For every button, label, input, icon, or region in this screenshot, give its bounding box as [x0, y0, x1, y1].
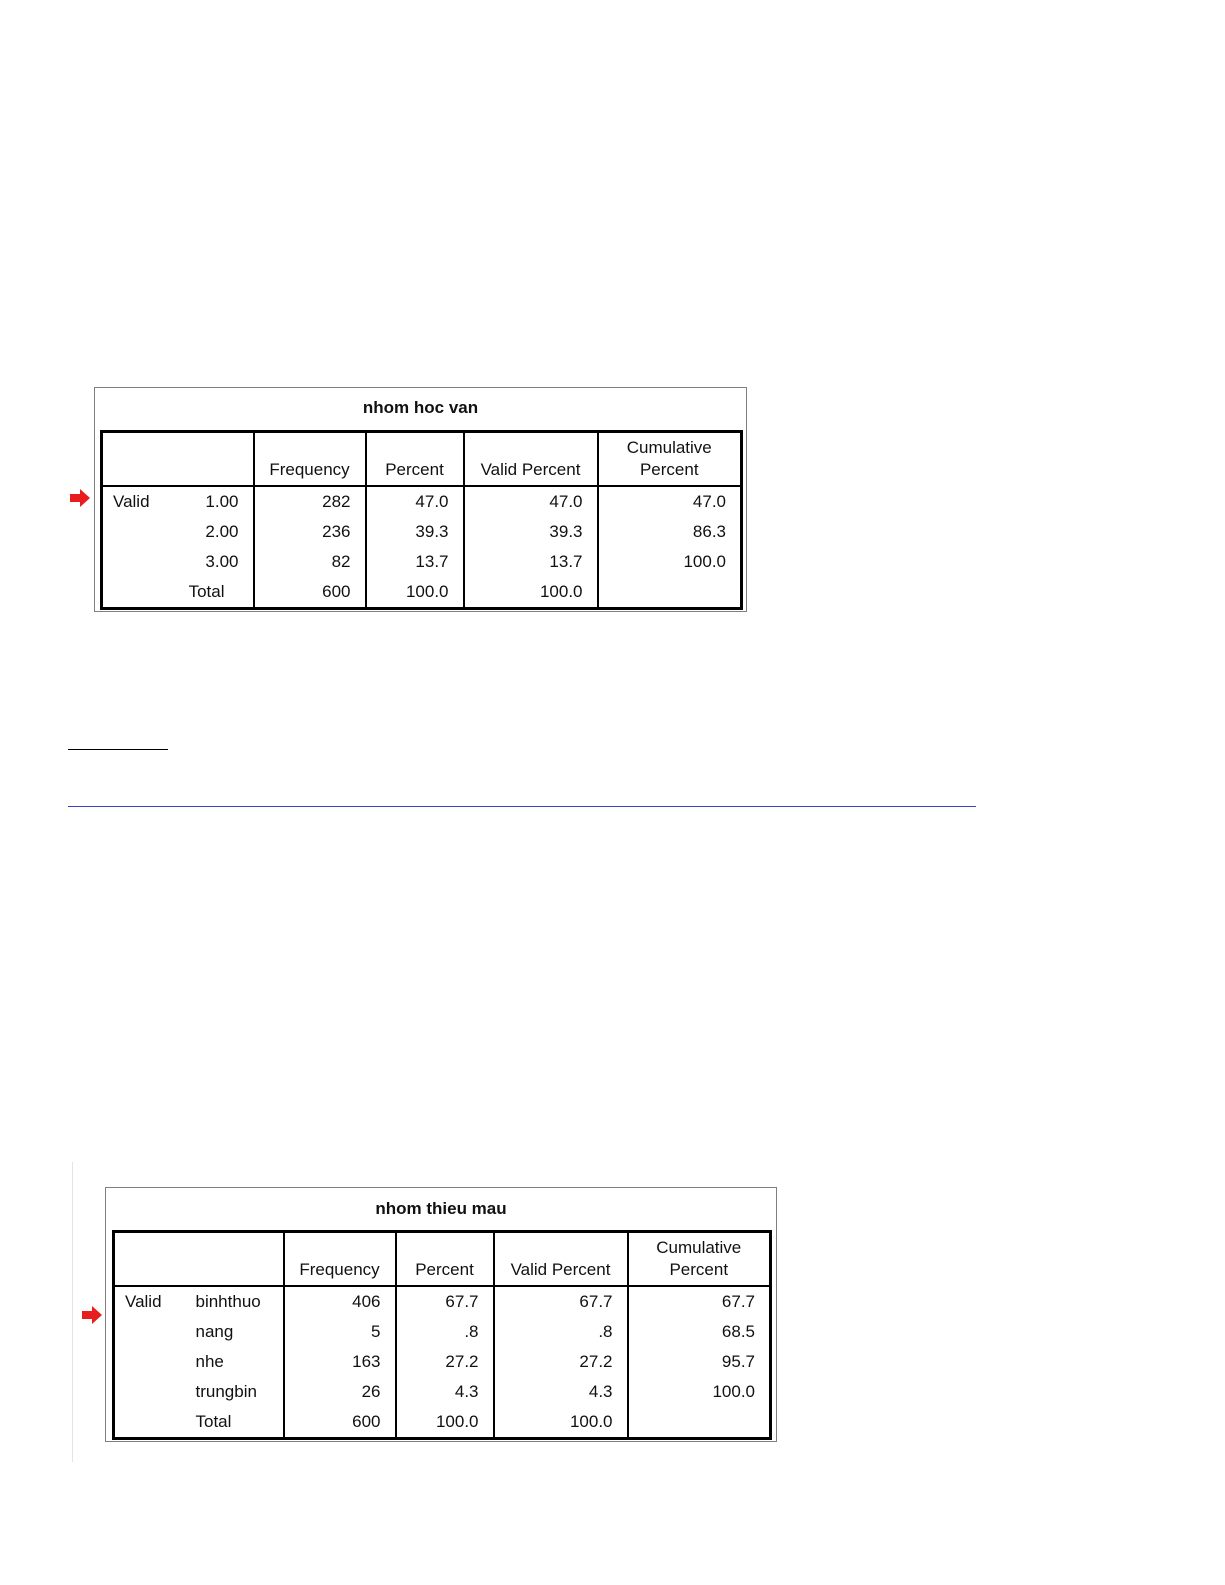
cell-valid-percent: 47.0 [464, 486, 598, 517]
table-row-total [114, 1407, 771, 1439]
cell-cumulative: 67.7 [628, 1286, 771, 1317]
table-row [102, 517, 742, 547]
row-group-label [114, 1347, 196, 1377]
cell-cumulative: 68.5 [628, 1317, 771, 1347]
header-row [102, 432, 742, 487]
red-arrow-icon [81, 1305, 103, 1325]
cell-valid-percent: 27.2 [494, 1347, 628, 1377]
frequency-table-hoc-van [100, 430, 743, 610]
cell-percent: 100.0 [396, 1407, 494, 1439]
table-row-total [102, 577, 742, 609]
header-row [114, 1232, 771, 1287]
header-cumulative-percent: Cumulative Percent [628, 1232, 771, 1287]
link-underline [68, 806, 976, 807]
header-cumulative-percent: Cumulative Percent [598, 432, 742, 487]
red-arrow-icon [69, 488, 91, 508]
row-label: nang [195, 1322, 234, 1341]
row-label: binhthuo [195, 1292, 261, 1311]
cell-valid-percent: 13.7 [464, 547, 598, 577]
cell-percent: 39.3 [366, 517, 464, 547]
cell-cumulative: 95.7 [628, 1347, 771, 1377]
row-label: Total [195, 1412, 232, 1431]
header-frequency: Frequency [284, 1232, 396, 1287]
row-group-label [102, 577, 184, 609]
row-label: 1.00 [205, 492, 239, 511]
side-rule [72, 1162, 73, 1462]
table-row [114, 1317, 771, 1347]
header-percent: Percent [366, 432, 464, 487]
row-label: 2.00 [205, 522, 239, 541]
cell-cumulative: 100.0 [628, 1377, 771, 1407]
cell-cumulative: 86.3 [598, 517, 742, 547]
table-row [114, 1377, 771, 1407]
cell-percent: 100.0 [366, 577, 464, 609]
cell-frequency: 5 [284, 1317, 396, 1347]
cell-valid-percent: .8 [494, 1317, 628, 1347]
cell-percent: 47.0 [366, 486, 464, 517]
cell-percent: .8 [396, 1317, 494, 1347]
row-label: Total [188, 582, 225, 601]
row-group-label [114, 1407, 196, 1439]
cell-percent: 27.2 [396, 1347, 494, 1377]
cell-frequency: 600 [254, 577, 366, 609]
cell-frequency: 163 [284, 1347, 396, 1377]
header-percent: Percent [396, 1232, 494, 1287]
header-frequency: Frequency [254, 432, 366, 487]
header-valid-percent: Valid Percent [494, 1232, 628, 1287]
cell-frequency: 406 [284, 1286, 396, 1317]
cell-percent: 4.3 [396, 1377, 494, 1407]
cell-valid-percent: 100.0 [464, 577, 598, 609]
cell-percent: 67.7 [396, 1286, 494, 1317]
cell-frequency: 282 [254, 486, 366, 517]
cell-cumulative: 47.0 [598, 486, 742, 517]
table-row [114, 1347, 771, 1377]
heading-underline [68, 749, 168, 750]
cell-valid-percent: 39.3 [464, 517, 598, 547]
cell-valid-percent: 4.3 [494, 1377, 628, 1407]
row-label: 3.00 [205, 552, 239, 571]
cell-frequency: 26 [284, 1377, 396, 1407]
row-group-label [114, 1377, 196, 1407]
row-label: nhe [195, 1352, 224, 1371]
row-group-label: Valid [125, 1292, 162, 1311]
row-group-label [114, 1317, 196, 1347]
cell-valid-percent: 100.0 [494, 1407, 628, 1439]
header-corner [114, 1232, 284, 1287]
row-group-label [102, 517, 184, 547]
frequency-table-thieu-mau [112, 1230, 772, 1440]
table-row [102, 547, 742, 577]
cell-cumulative [598, 577, 742, 609]
table-title: nhom hoc van [362, 398, 479, 417]
cell-cumulative: 100.0 [598, 547, 742, 577]
table-row [102, 486, 742, 517]
cell-valid-percent: 67.7 [494, 1286, 628, 1317]
header-valid-percent: Valid Percent [464, 432, 598, 487]
table-title: nhom thieu mau [375, 1199, 507, 1218]
table-row [114, 1286, 771, 1317]
row-label: trungbin [195, 1382, 257, 1401]
cell-frequency: 236 [254, 517, 366, 547]
cell-frequency: 600 [284, 1407, 396, 1439]
cell-frequency: 82 [254, 547, 366, 577]
row-group-label: Valid [113, 492, 150, 511]
row-group-label [102, 547, 184, 577]
cell-cumulative [628, 1407, 771, 1439]
cell-percent: 13.7 [366, 547, 464, 577]
header-corner [102, 432, 254, 487]
